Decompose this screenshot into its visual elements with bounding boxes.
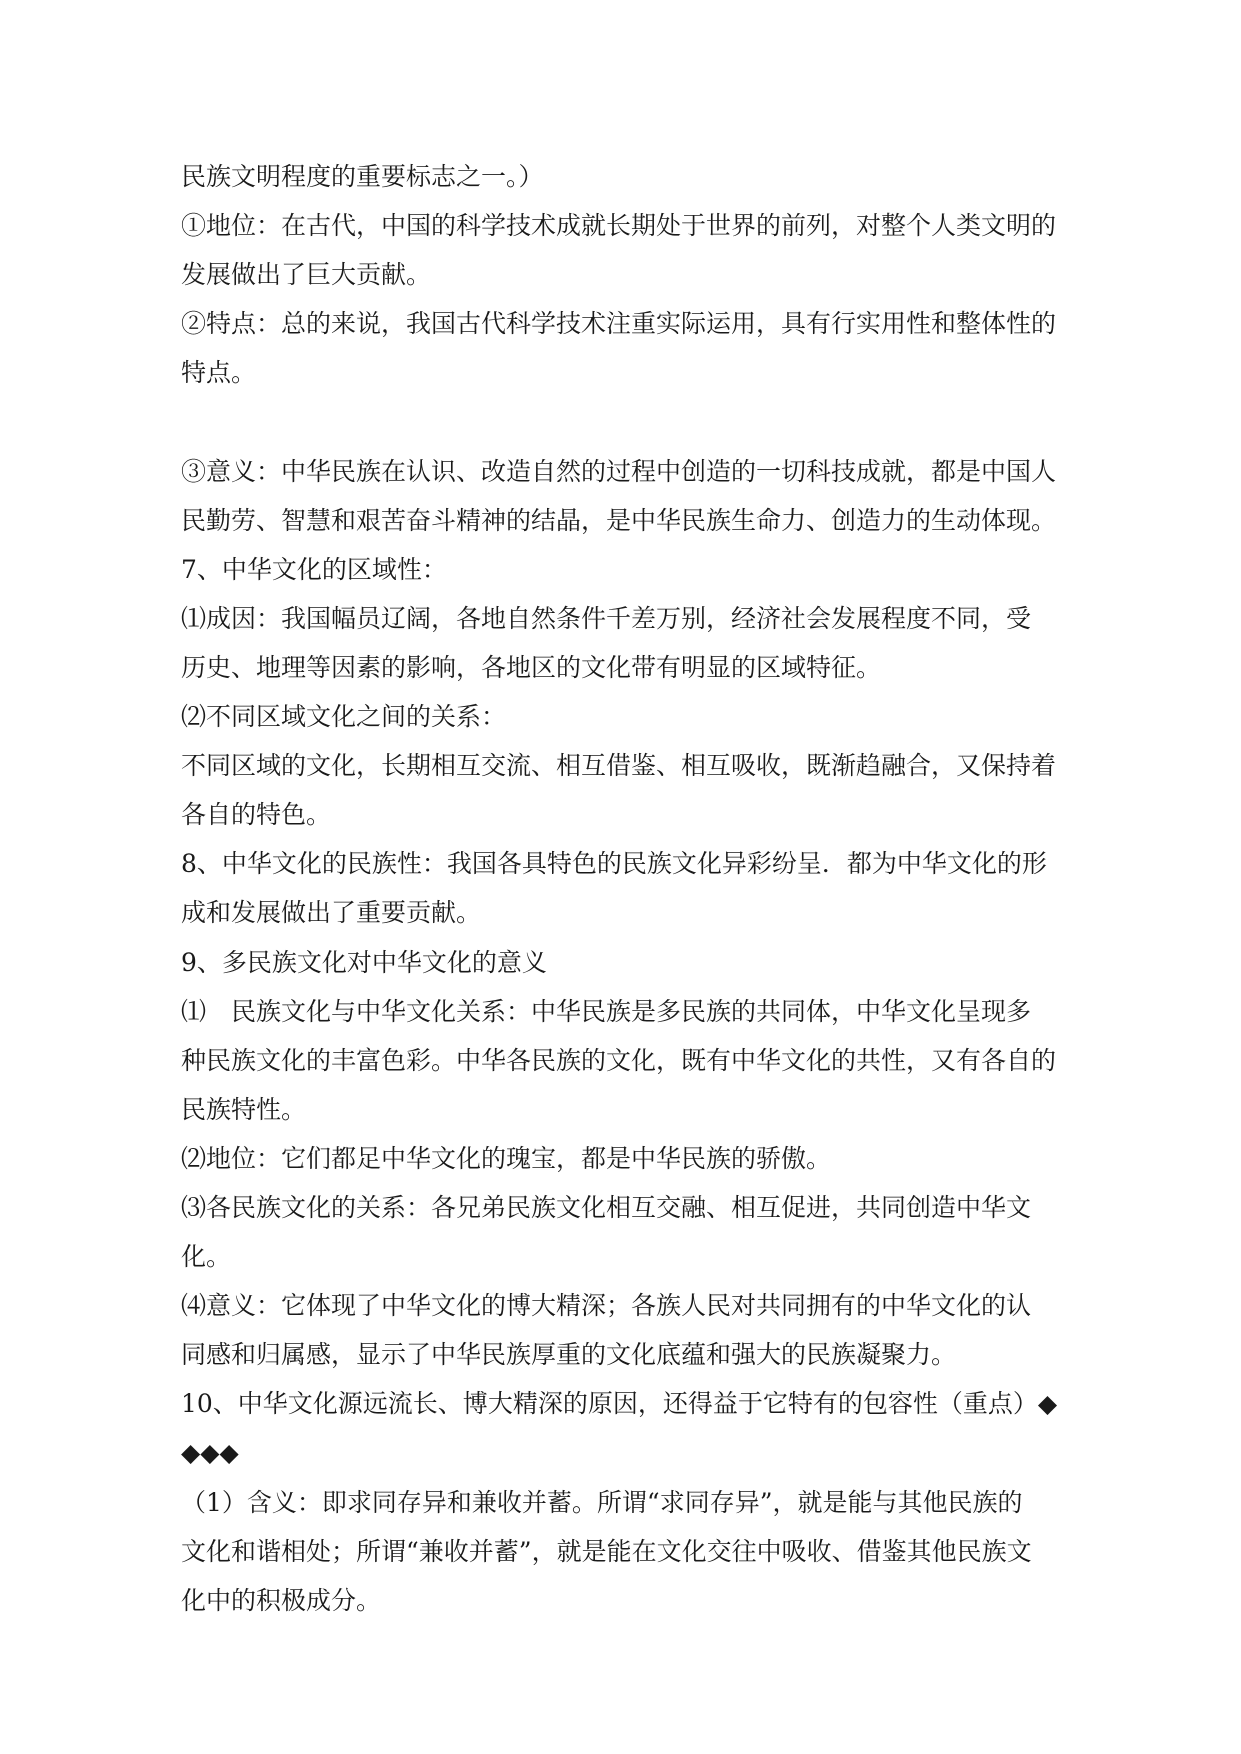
text-line-13: 不同区域的文化，长期相互交流、相互借鉴、相互吸收，既渐趋融合，又保持着 [181, 751, 1057, 781]
text-line-8: 民勤劳、智慧和艰苦奋斗精神的结晶，是中华民族生命力、创造力的生动体现。 [181, 505, 1057, 535]
text-line-15: 8、中华文化的民族性：我国各具特色的民族文化异彩纷呈．都为中华文化的形 [181, 849, 1047, 879]
text-line-17: 9、多民族文化对中华文化的意义 [181, 947, 547, 977]
text-line-30: 化中的积极成分。 [181, 1585, 382, 1615]
text-line-28: （1）含义：即求同存异和兼收并蓄。所谓“求同存异”，就是能与其他民族的 [181, 1487, 1023, 1517]
text-line-19: 种民族文化的丰富色彩。中华各民族的文化，既有中华文化的共性，又有各自的 [181, 1045, 1057, 1075]
text-line-1: 民族文明程度的重要标志之一。） [181, 162, 544, 191]
text-line-3: 发展做出了巨大贡献。 [181, 260, 432, 290]
text-line-24: ⑷意义：它体现了中华文化的博大精深；各族人民对共同拥有的中华文化的认 [181, 1291, 1032, 1321]
text-line-27: ◆◆◆ [181, 1438, 239, 1468]
text-line-22: ⑶各民族文化的关系：各兄弟民族文化相互交融、相互促进，共同创造中华文 [181, 1192, 1032, 1222]
text-line-25: 同感和归属感，显示了中华民族厚重的文化底蕴和强大的民族凝聚力。 [181, 1340, 957, 1370]
text-line-7: ③意义：中华民族在认识、改造自然的过程中创造的一切科技成就，都是中国人 [181, 456, 1057, 486]
text-line-18: ⑴ 民族文化与中华文化关系：中华民族是多民族的共同体，中华文化呈现多 [181, 996, 1032, 1026]
text-line-2: ①地位：在古代，中国的科学技术成就长期处于世界的前列，对整个人类文明的 [181, 211, 1057, 241]
text-line-23: 化。 [181, 1242, 232, 1272]
text-line-5: 特点。 [181, 358, 257, 388]
text-line-21: ⑵地位：它们都足中华文化的瑰宝，都是中华民族的骄傲。 [181, 1143, 832, 1173]
text-line-10: ⑴成因：我国幅员辽阔，各地自然条件千差万别，经济社会发展程度不同，受 [181, 603, 1032, 633]
text-line-16: 成和发展做出了重要贡献。 [181, 898, 482, 928]
text-line-20: 民族特性。 [181, 1094, 307, 1124]
text-line-14: 各自的特色。 [181, 800, 332, 830]
document-body [181, 152, 1061, 1625]
text-line-9: 7、中华文化的区域性： [181, 554, 447, 584]
text-line-11: 历史、地理等因素的影响，各地区的文化带有明显的区域特征。 [181, 652, 882, 682]
text-line-29: 文化和谐相处；所谓“兼收并蓄”，就是能在文化交往中吸收、借鉴其他民族文 [181, 1536, 1032, 1566]
text-line-12: ⑵不同区域文化之间的关系： [181, 702, 507, 732]
text-line-26: 10、中华文化源远流长、博大精深的原因，还得益于它特有的包容性（重点）◆ [181, 1389, 1058, 1419]
text-line-4: ②特点：总的来说，我国古代科学技术注重实际运用，具有行实用性和整体性的 [181, 309, 1057, 339]
paragraph-gap [181, 397, 1061, 446]
